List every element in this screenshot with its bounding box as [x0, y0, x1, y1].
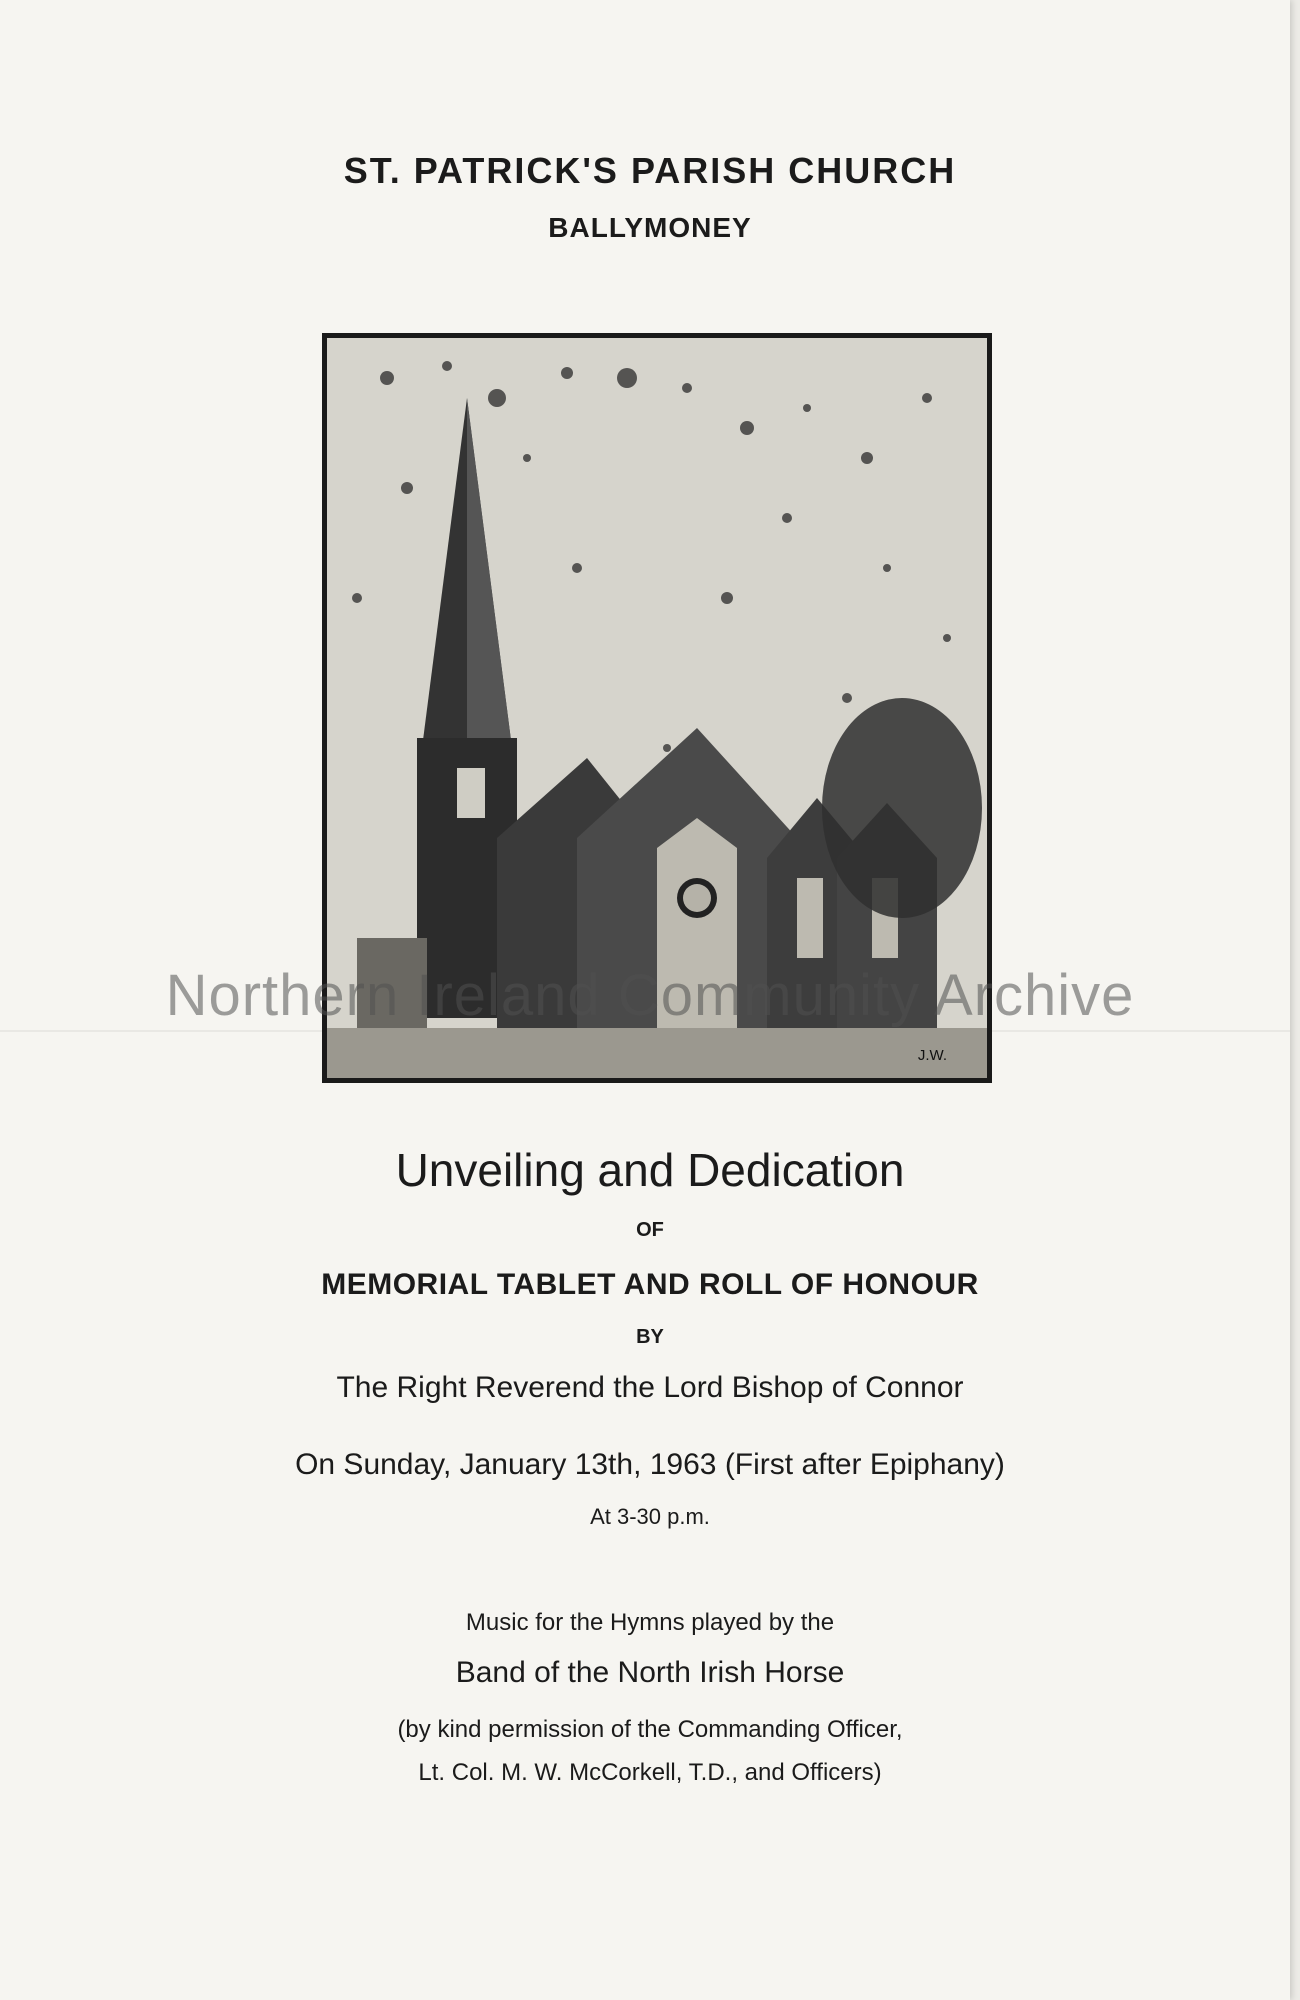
artist-initials: J.W.: [917, 1047, 947, 1064]
officiant: The Right Reverend the Lord Bishop of Connor: [336, 1371, 964, 1404]
band-name: Band of the North Irish Horse: [455, 1656, 845, 1689]
officer-names: Lt. Col. M. W. McCorkell, T.D., and Officers): [418, 1759, 882, 1786]
archive-watermark: Northern Ireland Community Archive: [165, 963, 1135, 1028]
church-name: ST. PATRICK'S PARISH CHURCH: [343, 150, 957, 191]
event-title: Unveiling and Dedication: [395, 1144, 905, 1196]
by-label: BY: [636, 1326, 664, 1348]
event-subject: MEMORIAL TABLET AND ROLL OF HONOUR: [321, 1268, 979, 1301]
permission-note: (by kind permission of the Commanding Officer,: [397, 1716, 903, 1743]
town-name: BALLYMONEY: [548, 212, 752, 243]
event-date: On Sunday, January 13th, 1963 (First after Epiphany): [295, 1448, 1005, 1481]
event-time: At 3-30 p.m.: [590, 1504, 710, 1529]
of-label: OF: [636, 1219, 664, 1241]
music-intro: Music for the Hymns played by the: [465, 1609, 835, 1636]
